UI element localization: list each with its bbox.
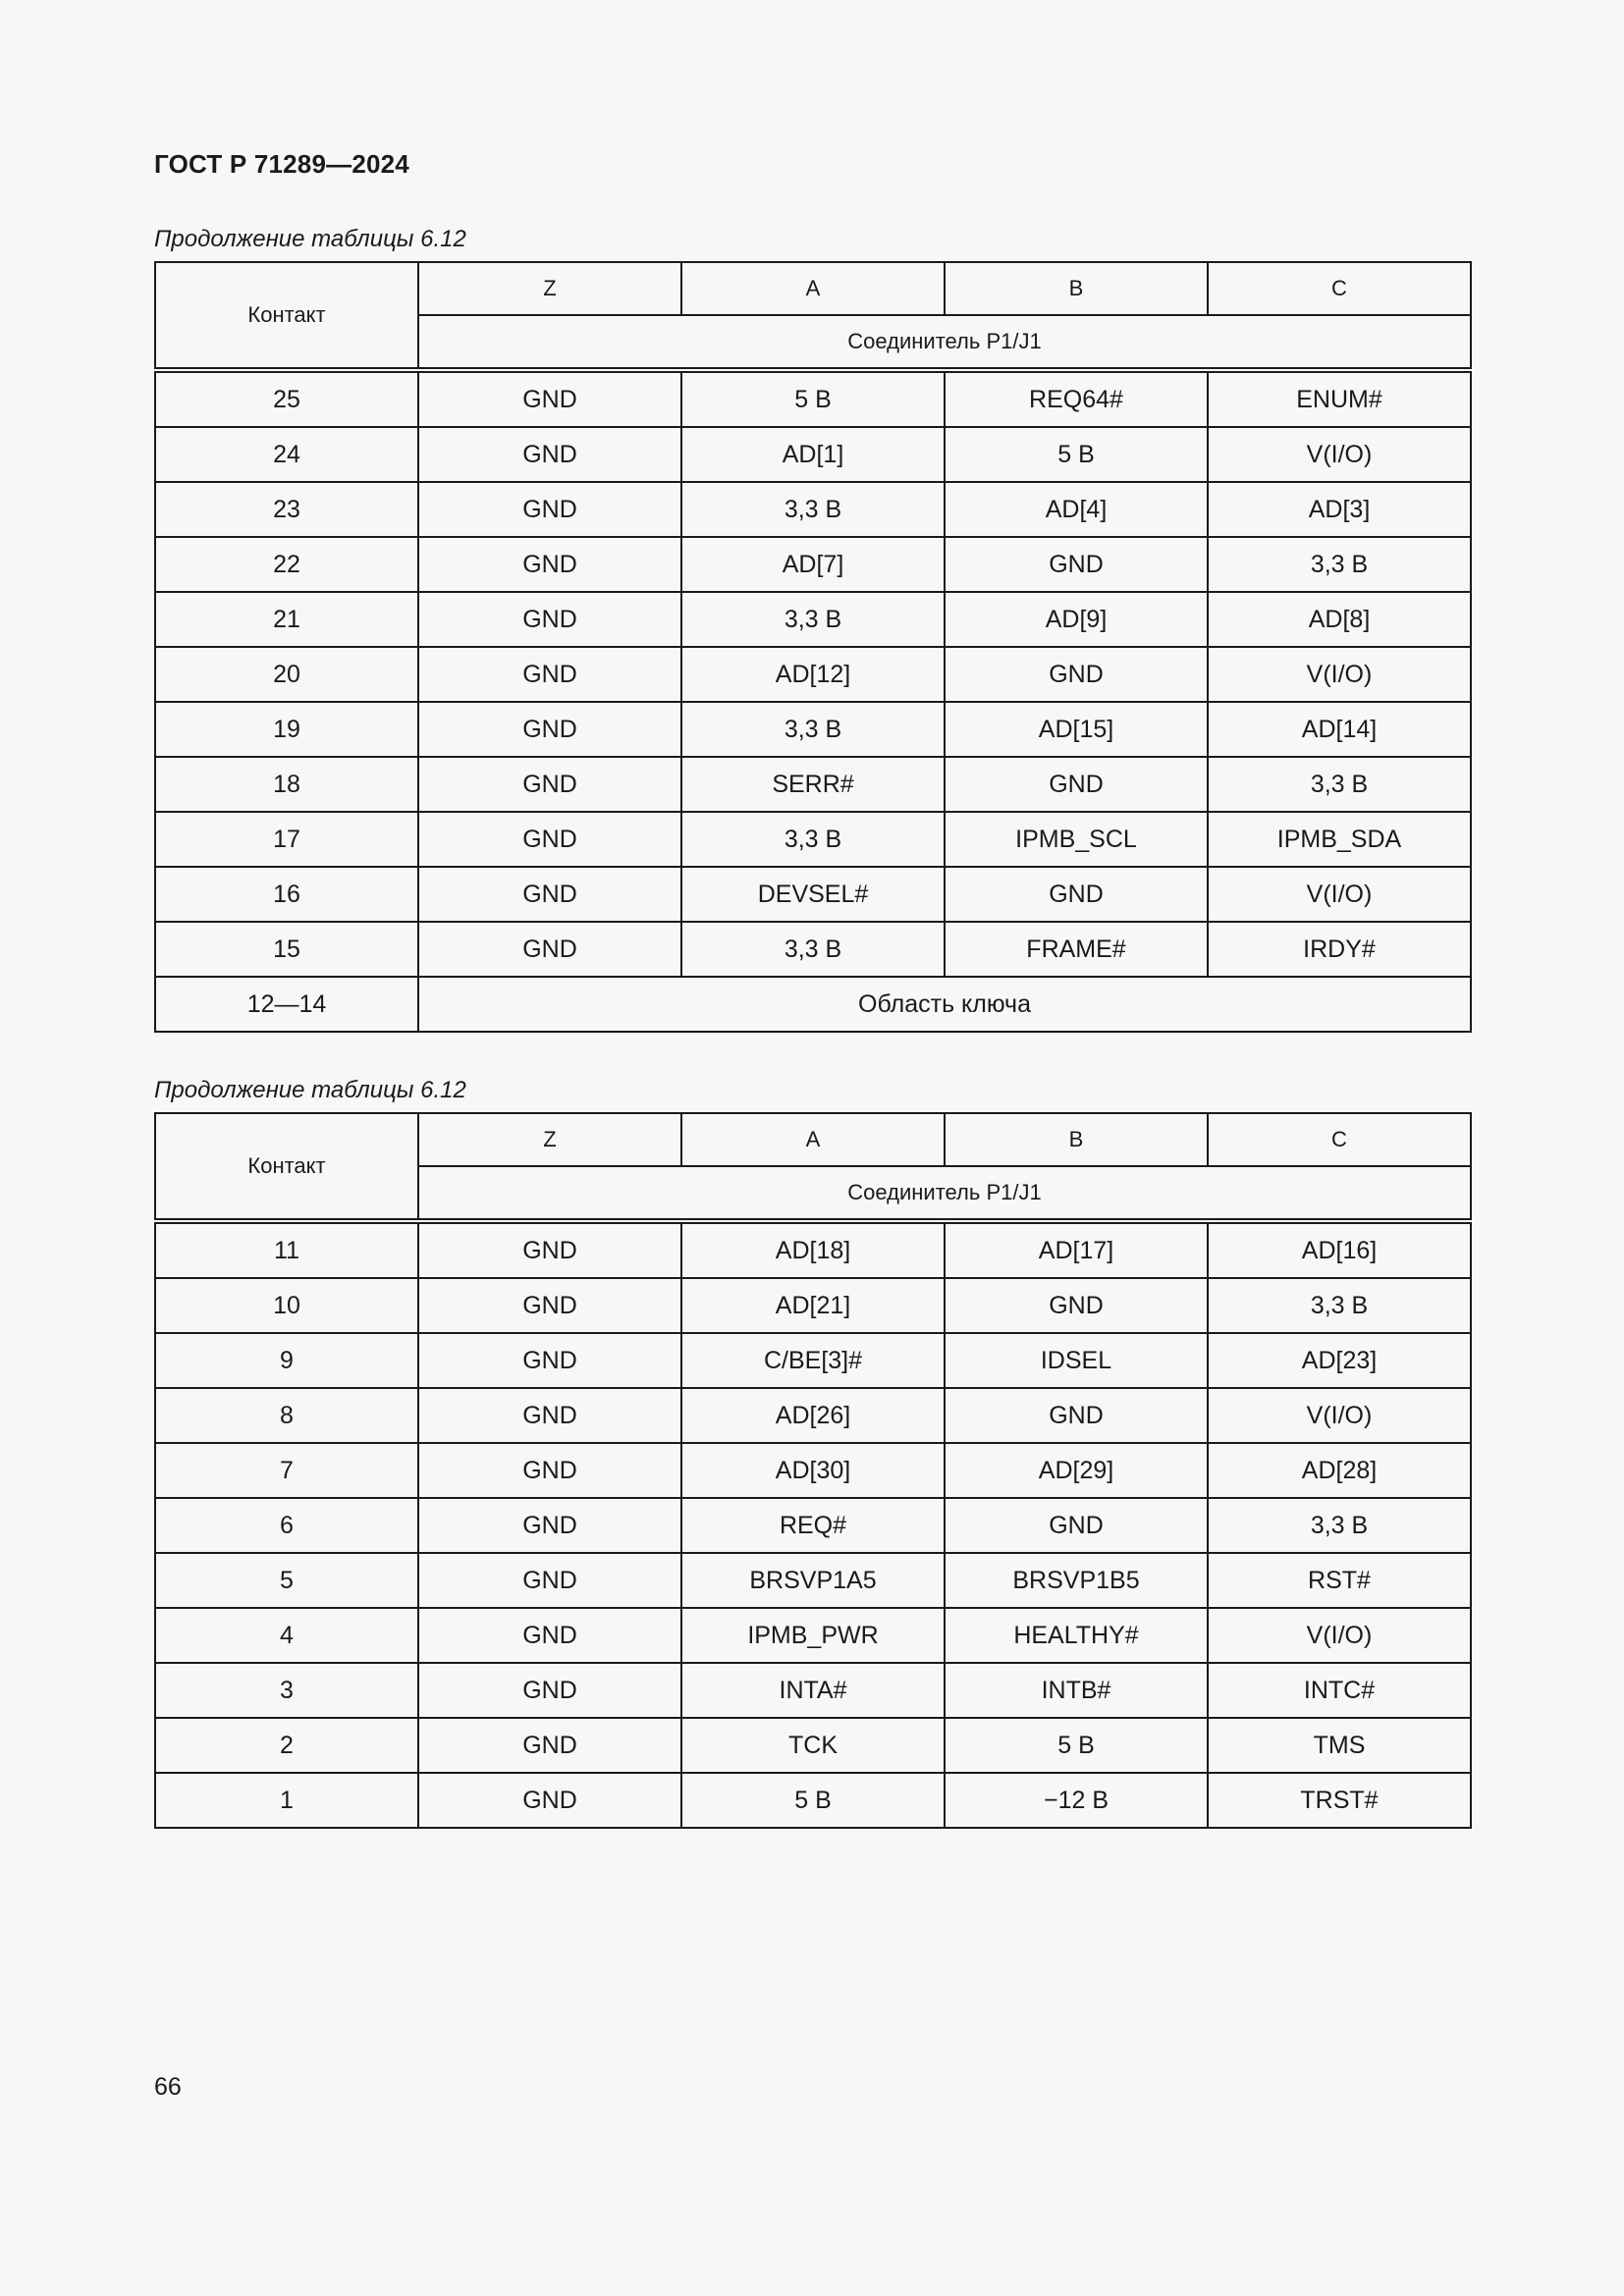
table-row bbox=[155, 702, 1471, 757]
signal-c-cell: AD[23] bbox=[1208, 1333, 1471, 1388]
table-row bbox=[155, 867, 1471, 922]
signal-b-cell: 5 В bbox=[945, 1718, 1208, 1773]
signal-a-cell: DEVSEL# bbox=[681, 867, 945, 922]
signal-a-cell: AD[1] bbox=[681, 427, 945, 482]
signal-z-cell: GND bbox=[418, 1498, 681, 1553]
signal-z-cell: GND bbox=[418, 427, 681, 482]
signal-b-cell: IPMB_SCL bbox=[945, 812, 1208, 867]
page-number: 66 bbox=[154, 2073, 182, 2101]
signal-c-cell: RST# bbox=[1208, 1553, 1471, 1608]
signal-z-cell: GND bbox=[418, 1333, 681, 1388]
pin-number-cell: 18 bbox=[155, 757, 418, 812]
signal-b-cell: 5 В bbox=[945, 427, 1208, 482]
signal-z-cell: GND bbox=[418, 867, 681, 922]
signal-b-cell: IDSEL bbox=[945, 1333, 1208, 1388]
table-row bbox=[155, 922, 1471, 977]
column-header-a: A bbox=[681, 262, 945, 315]
pin-table-1 bbox=[154, 261, 1472, 1033]
signal-b-cell: HEALTHY# bbox=[945, 1608, 1208, 1663]
column-header-z: Z bbox=[418, 1113, 681, 1166]
signal-a-cell: AD[7] bbox=[681, 537, 945, 592]
signal-a-cell: IPMB_PWR bbox=[681, 1608, 945, 1663]
signal-c-cell: AD[14] bbox=[1208, 702, 1471, 757]
signal-z-cell: GND bbox=[418, 1388, 681, 1443]
table-row bbox=[155, 812, 1471, 867]
pin-number-cell: 24 bbox=[155, 427, 418, 482]
table-row bbox=[155, 1388, 1471, 1443]
column-header-b: B bbox=[945, 262, 1208, 315]
pin-number-cell: 10 bbox=[155, 1278, 418, 1333]
table-row bbox=[155, 1443, 1471, 1498]
signal-z-cell: GND bbox=[418, 647, 681, 702]
signal-z-cell: GND bbox=[418, 592, 681, 647]
pin-number-cell: 5 bbox=[155, 1553, 418, 1608]
pin-number-cell: 1 bbox=[155, 1773, 418, 1828]
signal-a-cell: REQ# bbox=[681, 1498, 945, 1553]
key-area-label: Область ключа bbox=[418, 977, 1471, 1032]
signal-b-cell: AD[9] bbox=[945, 592, 1208, 647]
signal-b-cell: GND bbox=[945, 647, 1208, 702]
contact-header: Контакт bbox=[155, 262, 418, 370]
signal-c-cell: V(I/O) bbox=[1208, 647, 1471, 702]
signal-c-cell: V(I/O) bbox=[1208, 1388, 1471, 1443]
signal-a-cell: SERR# bbox=[681, 757, 945, 812]
table-row bbox=[155, 1718, 1471, 1773]
pin-number-cell: 9 bbox=[155, 1333, 418, 1388]
signal-c-cell: IRDY# bbox=[1208, 922, 1471, 977]
column-header-b: B bbox=[945, 1113, 1208, 1166]
signal-z-cell: GND bbox=[418, 370, 681, 427]
signal-a-cell: BRSVP1A5 bbox=[681, 1553, 945, 1608]
signal-z-cell: GND bbox=[418, 1608, 681, 1663]
signal-c-cell: ENUM# bbox=[1208, 370, 1471, 427]
signal-a-cell: 5 В bbox=[681, 370, 945, 427]
signal-c-cell: 3,3 В bbox=[1208, 537, 1471, 592]
signal-c-cell: 3,3 В bbox=[1208, 1278, 1471, 1333]
signal-c-cell: TRST# bbox=[1208, 1773, 1471, 1828]
signal-a-cell: INTA# bbox=[681, 1663, 945, 1718]
pin-number-cell: 23 bbox=[155, 482, 418, 537]
contact-header: Контакт bbox=[155, 1113, 418, 1221]
signal-c-cell: V(I/O) bbox=[1208, 867, 1471, 922]
pin-number-cell: 3 bbox=[155, 1663, 418, 1718]
signal-c-cell: AD[3] bbox=[1208, 482, 1471, 537]
table-row bbox=[155, 1663, 1471, 1718]
signal-c-cell: V(I/O) bbox=[1208, 427, 1471, 482]
signal-a-cell: TCK bbox=[681, 1718, 945, 1773]
table-row bbox=[155, 1221, 1471, 1278]
signal-z-cell: GND bbox=[418, 1663, 681, 1718]
signal-z-cell: GND bbox=[418, 922, 681, 977]
signal-a-cell: 3,3 В bbox=[681, 922, 945, 977]
pin-number-cell: 21 bbox=[155, 592, 418, 647]
signal-c-cell: V(I/O) bbox=[1208, 1608, 1471, 1663]
table-row bbox=[155, 482, 1471, 537]
table-row bbox=[155, 1553, 1471, 1608]
pin-number-cell: 20 bbox=[155, 647, 418, 702]
pin-number-cell: 8 bbox=[155, 1388, 418, 1443]
signal-c-cell: AD[8] bbox=[1208, 592, 1471, 647]
table-row bbox=[155, 1608, 1471, 1663]
table-row bbox=[155, 427, 1471, 482]
signal-b-cell: AD[17] bbox=[945, 1221, 1208, 1278]
signal-z-cell: GND bbox=[418, 1278, 681, 1333]
column-header-c: C bbox=[1208, 1113, 1471, 1166]
signal-b-cell: −12 В bbox=[945, 1773, 1208, 1828]
signal-a-cell: 3,3 В bbox=[681, 592, 945, 647]
signal-z-cell: GND bbox=[418, 1443, 681, 1498]
signal-z-cell: GND bbox=[418, 1221, 681, 1278]
table-row bbox=[155, 370, 1471, 427]
signal-a-cell: 3,3 В bbox=[681, 702, 945, 757]
column-header-c: C bbox=[1208, 262, 1471, 315]
table-row bbox=[155, 592, 1471, 647]
pin-number-cell: 19 bbox=[155, 702, 418, 757]
signal-c-cell: INTC# bbox=[1208, 1663, 1471, 1718]
table-row bbox=[155, 1333, 1471, 1388]
signal-a-cell: 3,3 В bbox=[681, 482, 945, 537]
pin-number-cell: 12—14 bbox=[155, 977, 418, 1032]
pin-number-cell: 17 bbox=[155, 812, 418, 867]
pin-number-cell: 22 bbox=[155, 537, 418, 592]
table-row bbox=[155, 647, 1471, 702]
signal-b-cell: BRSVP1B5 bbox=[945, 1553, 1208, 1608]
signal-z-cell: GND bbox=[418, 702, 681, 757]
document-title: ГОСТ Р 71289—2024 bbox=[154, 149, 409, 179]
signal-c-cell: AD[16] bbox=[1208, 1221, 1471, 1278]
signal-z-cell: GND bbox=[418, 1773, 681, 1828]
signal-z-cell: GND bbox=[418, 1718, 681, 1773]
signal-z-cell: GND bbox=[418, 482, 681, 537]
connector-header: Соединитель P1/J1 bbox=[418, 1166, 1471, 1221]
pin-table-2 bbox=[154, 1112, 1472, 1829]
table-1-caption: Продолжение таблицы 6.12 bbox=[154, 226, 466, 252]
pin-number-cell: 7 bbox=[155, 1443, 418, 1498]
signal-z-cell: GND bbox=[418, 537, 681, 592]
pin-number-cell: 15 bbox=[155, 922, 418, 977]
pin-number-cell: 2 bbox=[155, 1718, 418, 1773]
pin-number-cell: 16 bbox=[155, 867, 418, 922]
column-header-z: Z bbox=[418, 262, 681, 315]
signal-b-cell: AD[29] bbox=[945, 1443, 1208, 1498]
signal-b-cell: GND bbox=[945, 1278, 1208, 1333]
signal-c-cell: IPMB_SDA bbox=[1208, 812, 1471, 867]
signal-a-cell: AD[21] bbox=[681, 1278, 945, 1333]
signal-a-cell: AD[12] bbox=[681, 647, 945, 702]
signal-b-cell: GND bbox=[945, 537, 1208, 592]
table-row bbox=[155, 1498, 1471, 1553]
signal-b-cell: REQ64# bbox=[945, 370, 1208, 427]
column-header-a: A bbox=[681, 1113, 945, 1166]
signal-z-cell: GND bbox=[418, 1553, 681, 1608]
table-row bbox=[155, 757, 1471, 812]
signal-a-cell: 3,3 В bbox=[681, 812, 945, 867]
connector-header: Соединитель P1/J1 bbox=[418, 315, 1471, 370]
signal-b-cell: GND bbox=[945, 757, 1208, 812]
signal-b-cell: AD[15] bbox=[945, 702, 1208, 757]
signal-c-cell: AD[28] bbox=[1208, 1443, 1471, 1498]
pin-number-cell: 11 bbox=[155, 1221, 418, 1278]
signal-a-cell: AD[18] bbox=[681, 1221, 945, 1278]
key-area-row bbox=[155, 977, 1471, 1032]
signal-z-cell: GND bbox=[418, 812, 681, 867]
signal-a-cell: AD[26] bbox=[681, 1388, 945, 1443]
signal-a-cell: 5 В bbox=[681, 1773, 945, 1828]
table-2-caption: Продолжение таблицы 6.12 bbox=[154, 1077, 466, 1103]
pin-number-cell: 25 bbox=[155, 370, 418, 427]
signal-c-cell: 3,3 В bbox=[1208, 757, 1471, 812]
table-row bbox=[155, 1773, 1471, 1828]
signal-b-cell: AD[4] bbox=[945, 482, 1208, 537]
signal-z-cell: GND bbox=[418, 757, 681, 812]
signal-b-cell: GND bbox=[945, 1498, 1208, 1553]
signal-c-cell: TMS bbox=[1208, 1718, 1471, 1773]
pin-number-cell: 6 bbox=[155, 1498, 418, 1553]
signal-b-cell: INTB# bbox=[945, 1663, 1208, 1718]
signal-c-cell: 3,3 В bbox=[1208, 1498, 1471, 1553]
pin-number-cell: 4 bbox=[155, 1608, 418, 1663]
signal-b-cell: GND bbox=[945, 867, 1208, 922]
signal-b-cell: FRAME# bbox=[945, 922, 1208, 977]
signal-a-cell: C/BE[3]# bbox=[681, 1333, 945, 1388]
signal-a-cell: AD[30] bbox=[681, 1443, 945, 1498]
table-row bbox=[155, 537, 1471, 592]
signal-b-cell: GND bbox=[945, 1388, 1208, 1443]
table-row bbox=[155, 1278, 1471, 1333]
